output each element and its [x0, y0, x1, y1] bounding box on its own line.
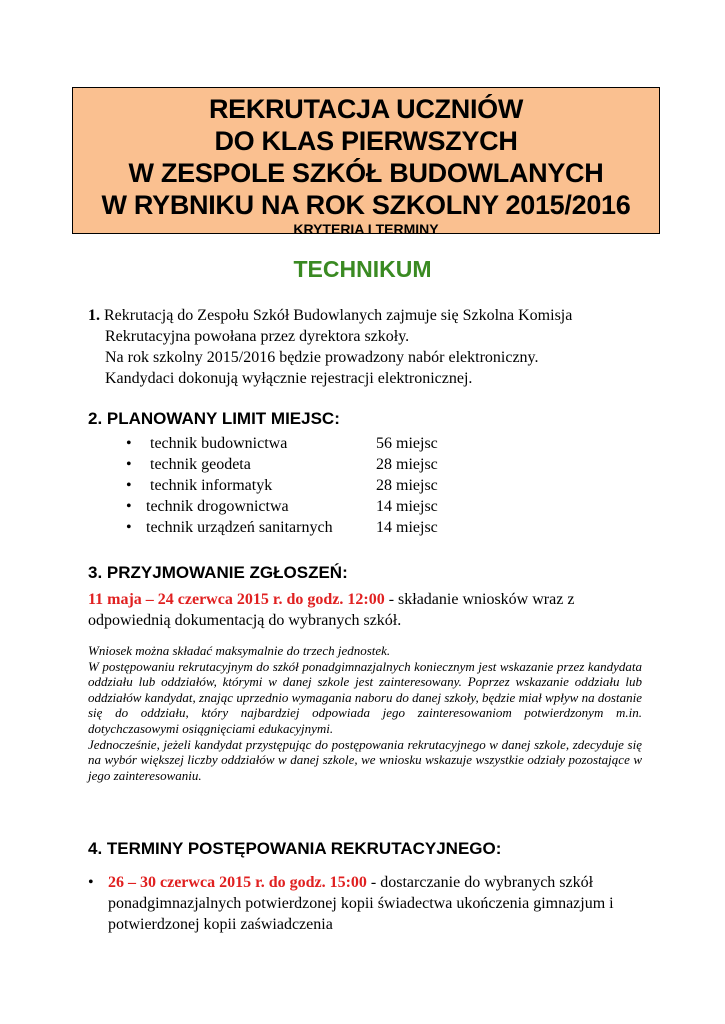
bullet-icon: • — [126, 456, 132, 473]
limit-item-name: technik drogownictwa — [146, 498, 289, 515]
bullet-icon: • — [88, 874, 94, 891]
point-4-item-desc: - dostarczanie do wybranych szkół ponadgimnazjalnych potwierdzonej kopii świadectwa ukończenia gimnazjum i potwierdzonej kopii zaświadczenia — [108, 874, 614, 933]
point-3-notes — [88, 643, 642, 783]
note-paragraph: Jednocześnie, jeżeli kandydat przystępując do postępowania rekrutacyjnego w danej szkole, zdecyduje się na wybór większej liczby oddziałów w danej szkole, we wniosku wskazuje wszystkie odziały pozostające w jego zainteresowaniu. — [88, 736, 642, 783]
limit-item-value: 14 miejsc — [376, 498, 438, 515]
limit-item-value: 28 miejsc — [376, 456, 438, 473]
bullet-icon: • — [126, 477, 132, 494]
point-3-desc: - składanie wniosków wraz z odpowiednią dokumentacją do wybranych szkół. — [88, 591, 575, 629]
limit-item-value: 14 miejsc — [376, 519, 438, 536]
header-box — [72, 87, 660, 237]
limit-item-name: technik geodeta — [150, 456, 251, 473]
point-3-date: 11 maja – 24 czerwca 2015 r. do godz. 12:00 — [88, 591, 385, 608]
note-paragraph: Wniosek można składać maksymalnie do trzech jednostek. — [88, 643, 391, 658]
bullet-icon: • — [126, 519, 132, 536]
point-4-item-date: 26 – 30 czerwca 2015 r. do godz. 15:00 — [108, 874, 367, 891]
header-line-1: REKRUTACJA UCZNIÓW — [208, 94, 524, 124]
note-paragraph: W postępowaniu rekrutacyjnym do szkół ponadgimnazjalnych koniecznym jest wskazanie przez kandydata oddziału lub oddziałów, którymi w danej szkole jest zainteresowany. Poprzez wskazanie oddziału lub oddziałów kandydat, znając uprzednio wymagania naboru do danej szkoły, będzie miał wpływ na dostanie się do oddziału, który najbardziej odpowiada jego zainteresowaniom potwierdzonym m.in. dotychczasowymi osiągnięciami edukacyjnymi. — [88, 658, 642, 736]
limit-item — [126, 454, 456, 475]
header-line-4: W RYBNIKU NA ROK SZKOLNY 2015/2016 — [101, 190, 631, 220]
point-3-heading: 3. PRZYJMOWANIE ZGŁOSZEŃ: — [88, 563, 348, 582]
point-4-item — [88, 872, 648, 935]
limit-item — [126, 496, 456, 517]
point-1-line-1: Rekrutacją do Zespołu Szkół Budowlanych zajmuje się Szkolna Komisja — [104, 307, 573, 324]
limit-item-name: technik budownictwa — [150, 435, 288, 452]
limit-item — [126, 517, 456, 538]
limit-item-value: 56 miejsc — [376, 435, 438, 452]
header-line-3: W ZESPOLE SZKÓŁ BUDOWLANYCH — [128, 158, 604, 188]
point-1-line-2: Rekrutacyjna powołana przez dyrektora szkoły. — [105, 328, 410, 345]
point-1 — [88, 305, 648, 389]
header-line-2: DO KLAS PIERWSZYCH — [214, 126, 518, 156]
bullet-icon: • — [126, 498, 132, 515]
limit-item-name: technik informatyk — [150, 477, 273, 494]
limit-item — [126, 433, 456, 454]
point-4-item-text — [88, 872, 648, 935]
point-1-number: 1. — [88, 307, 100, 324]
point-4-heading: 4. TERMINY POSTĘPOWANIA REKRUTACYJNEGO: — [88, 839, 502, 858]
header-subtitle: KRYTERIA I TERMINY — [293, 221, 439, 237]
point-3-date-line — [88, 589, 648, 631]
section-title: TECHNIKUM — [293, 256, 432, 282]
limit-list — [126, 433, 456, 538]
bullet-icon: • — [126, 435, 132, 452]
point-2-heading: 2. PLANOWANY LIMIT MIEJSC: — [88, 409, 340, 428]
limit-item — [126, 475, 456, 496]
point-1-line-4: Kandydaci dokonują wyłącznie rejestracji elektronicznej. — [105, 370, 473, 387]
limit-item-name: technik urządzeń sanitarnych — [146, 519, 333, 536]
limit-item-value: 28 miejsc — [376, 477, 438, 494]
point-1-line-3: Na rok szkolny 2015/2016 będzie prowadzony nabór elektroniczny. — [105, 349, 539, 366]
